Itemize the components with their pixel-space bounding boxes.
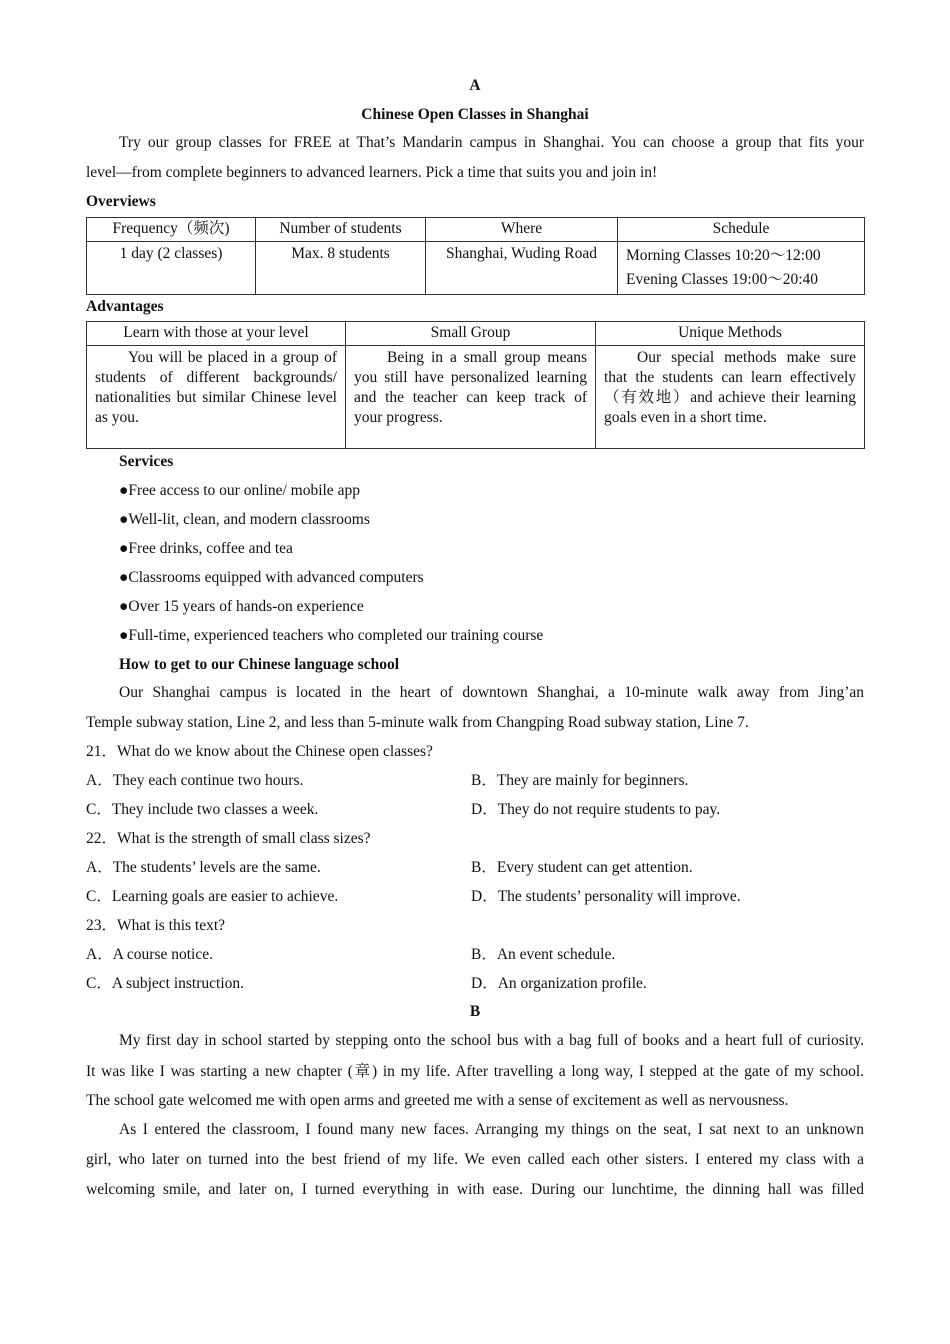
cell-students: Max. 8 students (256, 242, 426, 295)
cell-frequency: 1 day (2 classes) (87, 242, 256, 295)
advantages-table (86, 321, 865, 449)
bullet-icon: ● (119, 482, 129, 499)
option-b[interactable]: B．They are mainly for beginners. (471, 772, 689, 789)
advantages-header-row (87, 322, 865, 346)
question-stem: 23．What is this text? (86, 917, 226, 934)
service-item: ●Well-lit, clean, and modern classrooms (119, 511, 370, 528)
advantages-heading: Advantages (86, 298, 164, 315)
cell-learn-with-level: You will be placed in a group of students of different backgrounds/ nationalities but similar Chinese level as you. (87, 346, 346, 449)
option-d[interactable]: D．They do not require students to pay. (471, 801, 721, 818)
cell-small-group: Being in a small group means you still have personalized learning and the teacher can keep track of your progress. (346, 346, 596, 449)
service-item: ●Full-time, experienced teachers who completed our training course (119, 627, 544, 644)
cell-schedule (618, 242, 865, 295)
option-d[interactable]: D．The students’ personality will improve. (471, 888, 741, 905)
passage-b-line: It was like I was starting a new chapter (章) in my life. After travelling a long way, I stepped at the gate of my school. (86, 1063, 864, 1080)
question-stem: 22．What is the strength of small class sizes? (86, 830, 371, 847)
overviews-table (86, 217, 865, 295)
header-schedule: Schedule (618, 218, 865, 242)
cell-unique-methods: Our special methods make sure that the students can learn effectively（有效地）and achieve their learning goals even in a short time. (596, 346, 865, 449)
schedule-morning: Morning Classes 10:20～12:00 (626, 247, 821, 264)
option-a[interactable]: A．The students’ levels are the same. (86, 859, 321, 876)
header-where: Where (426, 218, 618, 242)
option-c[interactable]: C．Learning goals are easier to achieve. (86, 888, 339, 905)
overviews-data-row (87, 242, 865, 295)
option-b[interactable]: B．An event schedule. (471, 946, 616, 963)
header-unique-methods: Unique Methods (596, 322, 865, 346)
option-c[interactable]: C．They include two classes a week. (86, 801, 319, 818)
passage-b-line: As I entered the classroom, I found many new faces. Arranging my things on the seat, I sat next to an unknown (119, 1121, 864, 1138)
passage-b-line: My first day in school started by stepping onto the school bus with a bag full of books and a heart full of curiosity. (119, 1032, 864, 1049)
option-a[interactable]: A．A course notice. (86, 946, 213, 963)
service-item: ●Free drinks, coffee and tea (119, 540, 293, 557)
intro-line-1: Try our group classes for FREE at That’s Mandarin campus in Shanghai. You can choose a group that fits your (119, 134, 864, 151)
directions-line-2: Temple subway station, Line 2, and less than 5-minute walk from Changping Road subway station, Line 7. (86, 714, 749, 731)
bullet-icon: ● (119, 540, 129, 557)
passage-b-line: The school gate welcomed me with open arms and greeted me with a sense of excitement as well as nervousness. (86, 1092, 789, 1109)
bullet-icon: ● (119, 627, 129, 644)
header-small-group: Small Group (346, 322, 596, 346)
option-a[interactable]: A．They each continue two hours. (86, 772, 304, 789)
overviews-header-row (87, 218, 865, 242)
section-b-label: B (469, 1003, 481, 1020)
service-item: ●Free access to our online/ mobile app (119, 482, 360, 499)
section-a-label: A (469, 77, 481, 94)
directions-line-1: Our Shanghai campus is located in the heart of downtown Shanghai, a 10-minute walk away from Jing’an (119, 684, 864, 701)
bullet-icon: ● (119, 511, 129, 528)
header-learn-with-level: Learn with those at your level (87, 322, 346, 346)
service-item: ●Classrooms equipped with advanced computers (119, 569, 424, 586)
bullet-icon: ● (119, 598, 129, 615)
services-heading: Services (119, 453, 174, 470)
passage-b-line: girl, who later on turned into the best friend of my life. We even called each other sisters. I entered my class with a (86, 1151, 864, 1168)
option-d[interactable]: D．An organization profile. (471, 975, 647, 992)
passage-a-title: Chinese Open Classes in Shanghai (361, 106, 589, 123)
overviews-heading: Overviews (86, 193, 156, 210)
advantages-data-row (87, 346, 865, 449)
passage-b-line: welcoming smile, and later on, I turned everything in with ease. During our lunchtime, the dinning hall was filled (86, 1181, 864, 1198)
header-frequency: Frequency（频次) (87, 218, 256, 242)
service-item: ●Over 15 years of hands-on experience (119, 598, 364, 615)
schedule-evening: Evening Classes 19:00～20:40 (626, 271, 819, 288)
bullet-icon: ● (119, 569, 129, 586)
question-stem: 21．What do we know about the Chinese open classes? (86, 743, 433, 760)
option-b[interactable]: B．Every student can get attention. (471, 859, 693, 876)
header-number-of-students: Number of students (256, 218, 426, 242)
option-c[interactable]: C．A subject instruction. (86, 975, 245, 992)
cell-where: Shanghai, Wuding Road (426, 242, 618, 295)
intro-line-2: level—from complete beginners to advanced learners. Pick a time that suits you and join in! (86, 164, 658, 181)
directions-heading: How to get to our Chinese language school (119, 656, 400, 673)
